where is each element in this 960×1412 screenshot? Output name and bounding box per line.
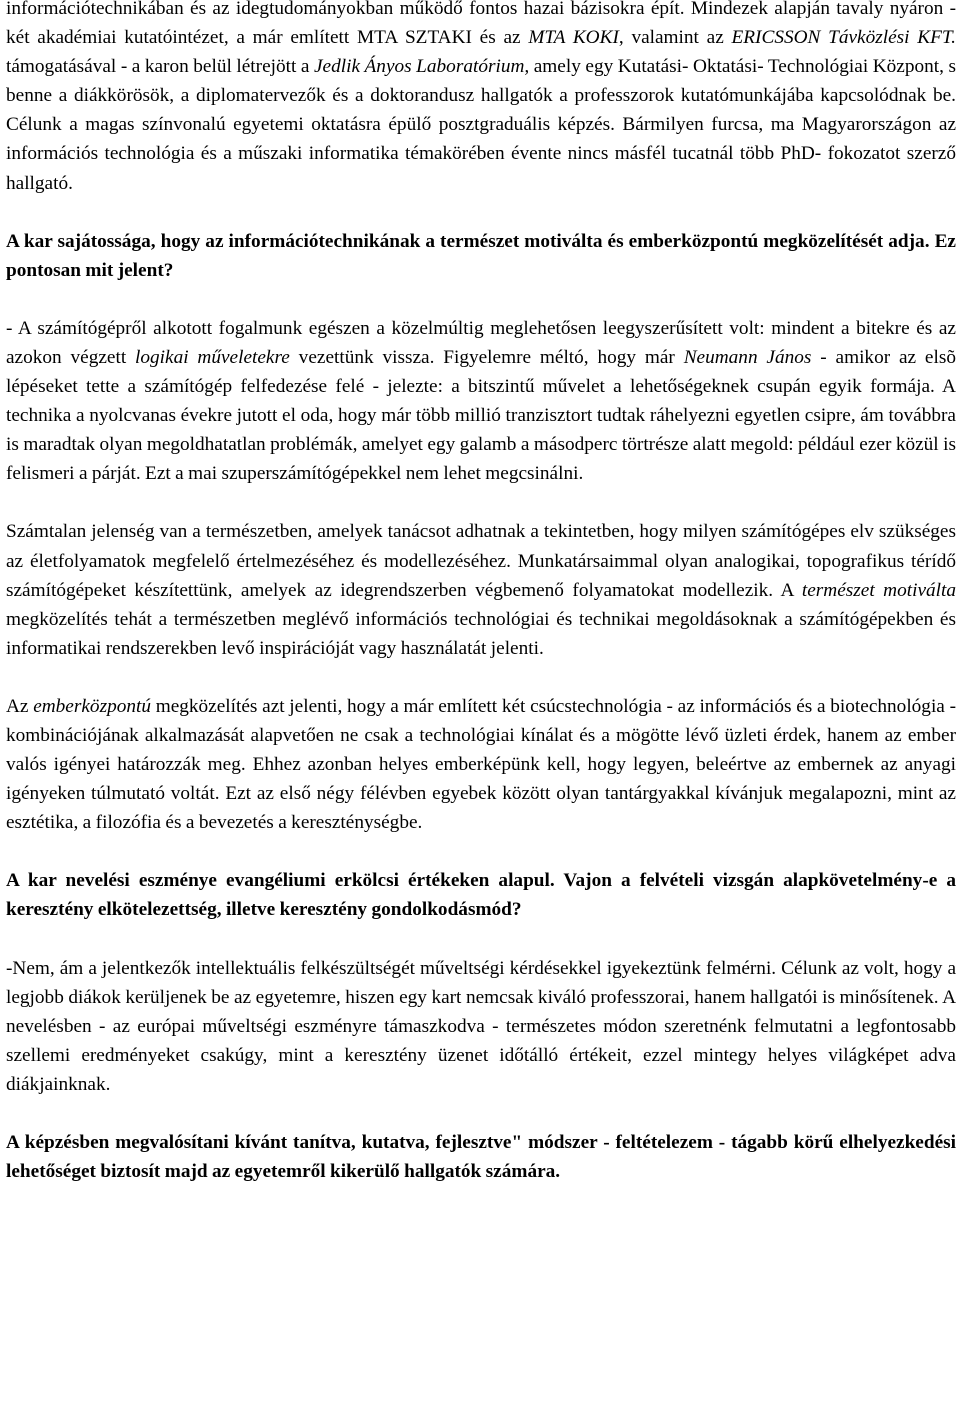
- question-text: A kar sajátossága, hogy az információtechnikának a természet motiválta és emberközpontú megközelítését adja. Ez pontosan mit jelent?: [6, 230, 956, 281]
- paragraph-5: [6, 954, 956, 1099]
- paragraph-3: [6, 517, 956, 662]
- paragraph-4: [6, 692, 956, 837]
- text-run: - A számítógépről alkotott fogalmunk egészen a közelmúltig meglehetősen leegyszerűsített volt: mindent a bitekre és az azokon végzett: [6, 317, 956, 368]
- text-run: -Nem, ám a jelentkezők intellektuális felkészültségét műveltségi kérdésekkel igyekeztünk felmérni. Célunk az volt, hogy a legjobb diákok kerüljenek be az egyetemre, hiszen egy kart nemcsak kiváló professzorai, hanem hallgatói is minősítenek. A nevelésben - az európai műveltségi eszményre támaszkodva - természetes módon szeretnénk felmutatni a legfontosabb szellemi eredményeket csakúgy, mint a keresztény üzenet időtálló értékeit, ezzel mintegy helyes világképet adva diákjainknak.: [6, 957, 956, 1095]
- text-run: információtechnikában és az idegtudományokban működő fontos hazai bázisokra épít. Mindezek alapján tavaly nyáron - két akadémiai kutatóintézet, a már említett MTA SZTAKI és az: [6, 0, 956, 49]
- question-text: A képzésben megvalósítani kívánt tanítva, kutatva, fejlesztve" módszer - feltételezem - tágabb körű elhelyezkedési lehetőséget biztosít majd az egyetemről kikerülő hallgatók számára.: [6, 1132, 956, 1183]
- italic-run-ericsson: ERICSSON Távközlési KFT.: [731, 27, 956, 49]
- italic-run-logikai: logikai műveletekre: [135, 346, 290, 368]
- paragraph-1: [6, 0, 956, 198]
- text-run: támogatásával - a karon belül létrejött a: [6, 56, 314, 78]
- text-run: megközelítés azt jelenti, hogy a már említett két csúcstechnológia - az információs és a biotechnológia - kombinációjának alkalmazását alapvetően ne csak a technológiai kínálat és a mögötte lévő üzleti érdek, hanem az ember valós igényei határozzák meg. Ehhez azonban helyes emberképünk kell, hogy legyen, beleértve az embernek az anyagi igényeken túlmutató voltát. Ezt az első négy félévben egyebek között olyan tantárgyakkal kívánjuk megalapozni, mint az esztétika, a filozófia és a bevezetés a kereszténységbe.: [6, 695, 956, 834]
- question-2: [6, 866, 956, 924]
- text-run: - amikor az elsõ lépéseket tette a számítógép felfedezése felé - jelezte: a bitszintű művelet a lehetőségeknek csupán egyik formája. A technika a nyolcvanas évekre jutott el oda, hogy már több millió tranzisztort tudtak ráhelyezni egyetlen csipre, ám továbbra is maradtak olyan megoldhatatlan problémák, amelyet egy galamb a másodperc törtrésze alatt megold: például ezer közül is felismeri a párját. Ezt a mai szuperszámítógépekkel nem lehet megcsinálni.: [6, 346, 956, 485]
- paragraph-2: [6, 314, 956, 489]
- question-1: [6, 227, 956, 285]
- text-run: , valamint az: [618, 27, 732, 49]
- italic-run-emberkozpontu: emberközpontú: [33, 695, 151, 717]
- italic-run-neumann: Neumann János: [683, 346, 812, 368]
- question-3: [6, 1128, 956, 1186]
- question-text: A kar nevelési eszménye evangéliumi erkölcsi értékeken alapul. Vajon a felvételi vizsgán alapkövetelmény-e a keresztény elkötelezettség, illetve keresztény gondolkodásmód?: [6, 870, 956, 921]
- text-run: amely egy Kutatási- Oktatási- Technológiai Központ, s benne a diákkörösök, a diplomatervezők és a doktorandusz hallgatók a professzorok kutatómunkájába kapcsolódnak be. Célunk a magas színvonalú egyetemi oktatásra épülő posztgraduális képzés. Bármilyen furcsa, ma Magyarországon az információs technológia és a műszaki informatika témakörében évente nincs másfél tucatnál több PhD- fokozatot szerző hallgató.: [6, 56, 956, 194]
- document-page: [6, 0, 956, 1186]
- text-run: vezettünk vissza. Figyelemre méltó, hogy már: [289, 346, 684, 368]
- italic-run-termeszet: természet motiválta: [801, 579, 956, 601]
- text-run: Számtalan jelenség van a természetben, amelyek tanácsot adhatnak a tekintetben, hogy milyen számítógépes elv szükséges az életfolyamatok megfelelő értelmezéséhez és modellezéséhez. Munkatársaimmal olyan analogikai, topografikus térídő számítógépeket készítettünk, amelyek az idegrendszerben végbemenő folyamatokat modellezik. A: [6, 521, 956, 601]
- text-run: megközelítés tehát a természetben meglévő információs technológiai és technikai megoldásoknak a számítógépekben és informatikai rendszerekben levő inspirációját vagy használatát jelenti.: [6, 608, 956, 659]
- text-run: Az: [6, 695, 34, 717]
- italic-run-jedlik: Jedlik Ányos Laboratórium,: [313, 56, 530, 78]
- italic-run-mta-koki: MTA KOKI: [528, 27, 619, 49]
